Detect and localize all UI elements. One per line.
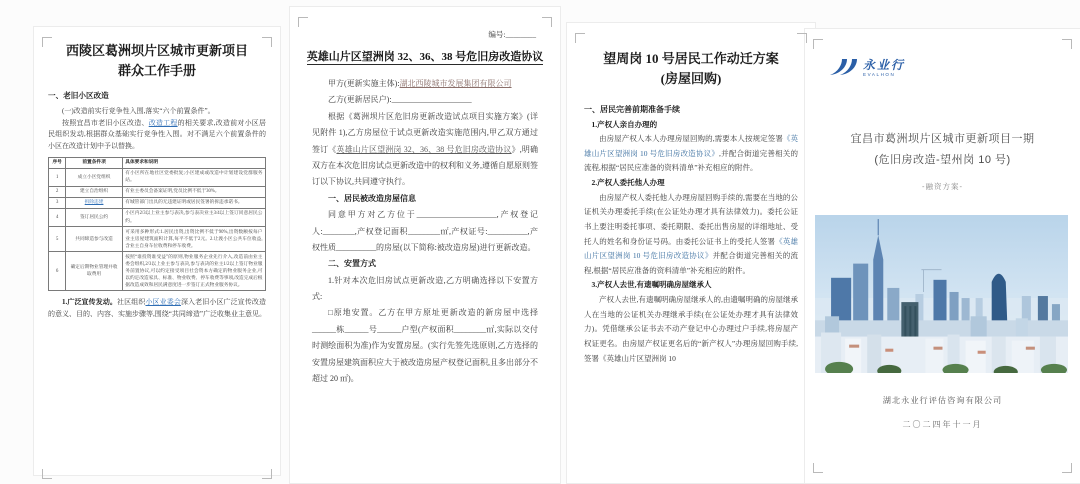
title-line2: (房屋回购) <box>660 70 722 86</box>
title-line1: 望周岗 10 号居民工作动迁方案 <box>603 51 779 66</box>
table-row <box>49 168 266 186</box>
row-no: 4 <box>49 208 66 226</box>
table-row <box>49 197 266 208</box>
row-no: 3 <box>49 197 66 208</box>
row-no: 5 <box>49 227 66 252</box>
section-heading: 一、居民被改造房屋信息 <box>328 193 416 203</box>
title-line1: 西陵区葛洲坝片区城市更新项目 <box>65 43 248 58</box>
party-a-value: 湖北西陵城市发展集团有限公司 <box>399 79 512 88</box>
column-header: 具体要求和说明 <box>122 157 265 168</box>
row-no: 2 <box>49 186 66 197</box>
row-item: 确定后期物业管理并收取费用 <box>66 252 122 291</box>
section-heading: 一、居民完善前期准备手续 <box>584 105 680 114</box>
inline-hyperlink: 小区业委会 <box>145 298 181 307</box>
row-item: 建立自治组织 <box>66 186 122 197</box>
subsection-heading: 1.产权人亲自办理的 <box>591 119 658 129</box>
party-b-line: 乙方(更新居民户):____________________ <box>328 95 472 105</box>
subsection-heading: 2.产权人委托他人办理 <box>591 178 665 188</box>
paragraph: 产权人去世,有遗嘱明确房屋继承人的,由遗嘱明确的房屋继承人在当地的公证机关办理继承手续(在公证处办理才具有法律效力)。凭借继承公证书去不动产登记中心办理过户手续,将房屋产权证更名。由房屋产权证更名后的“新产权人”办理房屋回购手续,签署《英雄山片区望洲岗 10 <box>584 295 798 363</box>
cityscape-image <box>815 215 1068 373</box>
logo-mark-icon <box>829 57 859 77</box>
company-logo <box>829 57 905 77</box>
paragraph: 由房屋产权人委托他人办理房屋回购手续的,需要在当地的公证机关办理委托手续(在公证处办理才具有法律效力)。委托公证书上要注明委托事项、委托期限、委托出售房屋的详细地址、受托人的姓名和身份证号码。由委托公证书上的受托人签署《英雄山片区望洲岗 10 号危旧房改造协议》并配合街道完善相关的流程,根据“居民应准备的资料清单”补充相应的附件。 <box>584 192 799 275</box>
paragraph: 1.针对本次危旧房试点更新改造,乙方明确选择以下安置方式: <box>312 275 538 302</box>
row-item: 成立小区党组织 <box>66 168 122 186</box>
table-header-row <box>49 157 266 168</box>
row-desc: 可采用多种形式:1.居民出资,出资比例不低于90%,出资数额按每户业主房屋建筑面积计算,每平不低于2元。2.让渡小区公共车位收益,含业主自身车位收费和停车收费。 <box>122 227 265 252</box>
row-desc: 按照“谁投资谁受益”的原则,物业服务企业先行介入,改造前由业主委会组织,2/3以上业主参与表决,参与表决的业主1/2以上签订物业服务前置协议,可以约定接受项目社会资本方确定的物业服务企业,可以约定改造家具、标准、物业收费、停车收费等事项,改造完成后根据改造成效和居民满意度进一步签订正式物业服务协议。 <box>122 252 265 291</box>
page-agreement <box>289 6 561 484</box>
logo-text: 永业行 <box>863 58 906 72</box>
row-item-hyperlink: 拆除违建 <box>66 197 122 208</box>
cover-title <box>805 129 1080 171</box>
subsection-heading: 3.产权人去世,有遗嘱明确房屋继承人 <box>591 280 712 290</box>
row-no: 6 <box>49 252 66 291</box>
row-desc: 有业主委员会备案证明,党员比例不低于30%。 <box>122 186 265 197</box>
doc-number-field: 编号:________ <box>488 30 536 39</box>
row-desc: 有城管部门出具的无违建证明或居民签署的拆违承诺书。 <box>122 197 265 208</box>
paragraph: □原地安置。乙方在甲方原址更新改造的新房屋中选择______栋______号______户型(产权面积________㎡,实际以交付时测绘面积为准)作为安置房屋。(实行先签先选原则,乙方选择的安置房屋建筑面积应大于被改造房屋产权登记面积,且多出部分不超过 20 ㎡)。 <box>312 308 538 384</box>
page-financing-cover <box>804 28 1080 484</box>
paragraph: 同意甲方对乙方位于____________________,产权登记人:________,产权登记面积________㎡,产权证号:__________,产权性质__________的房屋(以下简称:被改造房屋)进行更新改造。 <box>312 210 538 252</box>
paragraph: 由房屋产权人本人办理房屋回购的,需要本人按规定签署《英雄山片区望洲岗 10 号危旧房改造协议》,并配合街道完善相关的流程,根据“居民应准备的资料清单”补充相应的附件。 <box>584 134 799 173</box>
date: 二〇二四年十一月 <box>902 420 983 429</box>
paragraph: (一)改造前实行竞争性入围,落实“六个前置条件”。 <box>62 106 215 115</box>
paragraph: 按照宜昌市老旧小区改造、改造工程的相关要求,改造前对小区居民组织发动,根据群众基础实行竞争性入围。对不满足六个前置条件的小区在改造计划中予以替换。 <box>48 118 267 150</box>
column-header: 序号 <box>49 157 66 168</box>
page-title <box>34 41 280 80</box>
party-b-blank: ____________________ <box>391 95 472 105</box>
agreement-title-ref: 《英雄山片区望洲岗 10 号危旧房改造协议》 <box>584 236 798 261</box>
preconditions-table <box>48 157 266 292</box>
row-no: 1 <box>49 168 66 186</box>
table-row <box>49 252 266 291</box>
logo-subtext: EVALHON <box>863 71 896 77</box>
section-heading: 二、安置方式 <box>328 259 376 269</box>
company-name: 湖北永业行评估咨询有限公司 <box>882 396 1003 405</box>
doc-number-blank: ________ <box>505 30 536 39</box>
row-item: 签订居民公约 <box>66 208 122 226</box>
page-relocation-plan <box>566 22 816 484</box>
paragraph: 1.广泛宣传发动。社区组织小区业委会深入老旧小区广泛宣传改造的意义、目的、内容、实施步骤等,围绕“共同缔造”广泛收集业主意见。 <box>48 298 267 319</box>
cover-subtitle: -融资方案- <box>922 182 963 191</box>
table-row <box>49 186 266 197</box>
table-row <box>49 227 266 252</box>
table-row <box>49 208 266 226</box>
row-desc: 有小区所在地社区党委批复;小区建成或改造中计划建设党群服务站。 <box>122 168 265 186</box>
title-line1: 宜昌市葛洲坝片区城市更新项目一期 <box>850 133 1035 145</box>
title-line2: 群众工作手册 <box>117 62 196 78</box>
agreement-title-ref: 英雄山片区望洲岗 32、36、38 号危旧房改造协议 <box>336 144 512 154</box>
title-line2: (危旧房改造-望州岗 10 号) <box>874 153 1011 166</box>
row-item: 共同缔造参与改造 <box>66 227 122 252</box>
inline-hyperlink: 改造工程 <box>148 118 178 127</box>
section-heading: 一、老旧小区改造 <box>48 91 109 100</box>
row-desc: 小区内2/3以上业主参与表决,参与表决业主3/4以上签订同意居民公约。 <box>122 208 265 226</box>
page-title: 英雄山片区望洲岗 32、36、38 号危旧房改造协议 <box>306 51 544 63</box>
paragraph: 根据《葛洲坝片区危旧房更新改造试点项目实施方案》(详见附件 1),乙方房屋位于试点更新改造实施范围内,甲乙双方通过签订《英雄山片区望洲岗 32、36、38 号危旧房改造协议》,明确双方在本次危旧房试点更新改造中的权利和义务,遵循自愿原则签订以下协议,共同遵守执行。 <box>312 111 539 187</box>
page-title <box>567 49 815 88</box>
agreement-title-ref: 《英雄山片区望洲岗 10 号危旧房改造协议》 <box>584 134 799 158</box>
party-a-line: 甲方(更新实施主体):湖北西陵城市发展集团有限公司 <box>328 79 512 88</box>
page-handbook <box>33 26 281 476</box>
cityscape-illustration <box>815 215 1068 373</box>
column-header: 前置条件项 <box>66 157 122 168</box>
